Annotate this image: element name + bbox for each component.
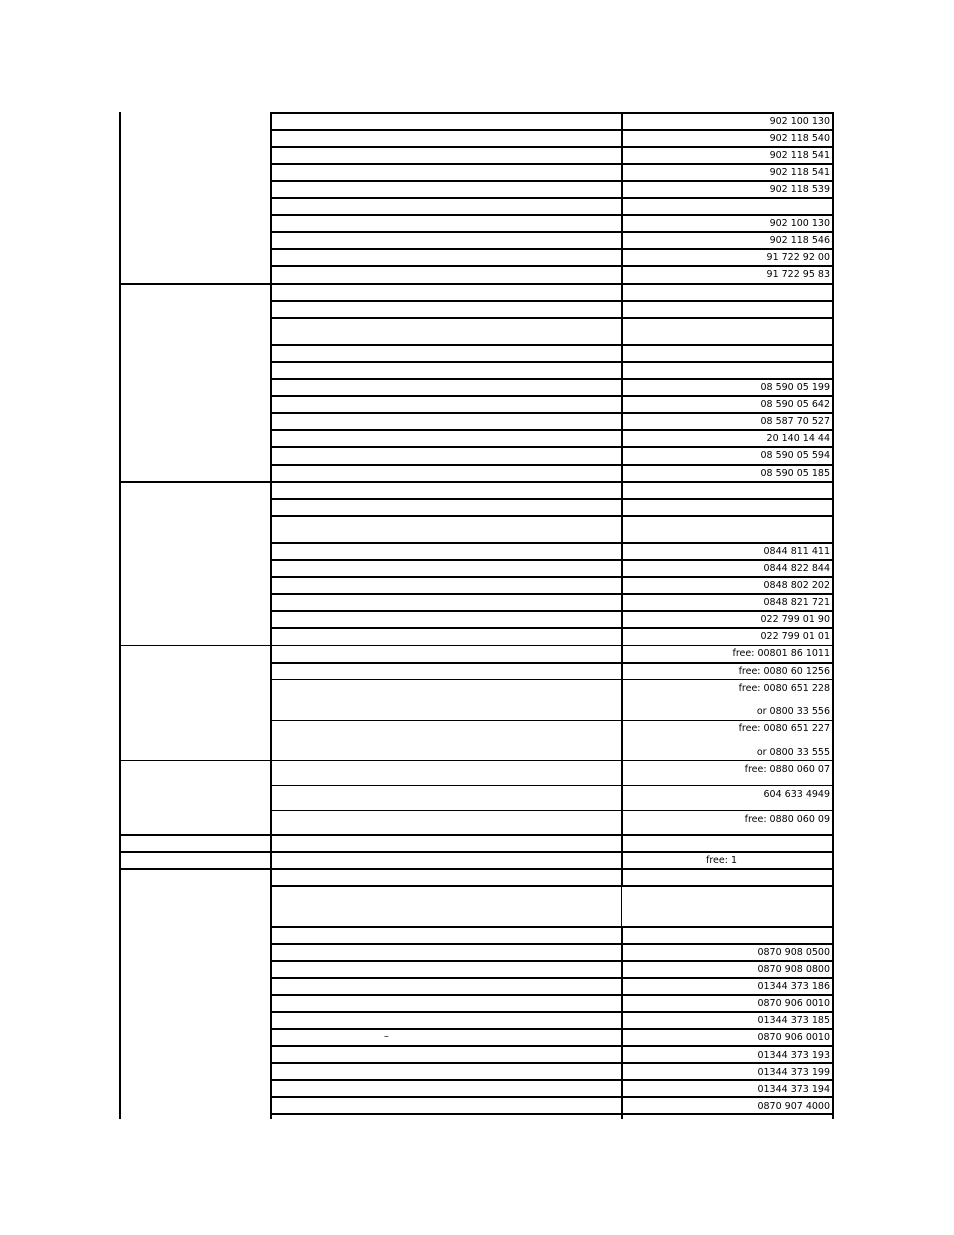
phone-number: free: 0080 60 1256 [738,666,830,677]
phone-number: 604 633 4949 [763,789,830,800]
group-border [119,868,834,870]
row-border [270,498,834,500]
row-border [270,1028,834,1030]
phone-number: 08 590 05 199 [760,382,830,393]
row-border [270,180,834,182]
phone-number: free: 0880 060 07 [744,764,830,775]
phone-number: 01344 373 199 [757,1067,830,1078]
column-border-number [621,112,623,1119]
phone-number: 0844 822 844 [763,563,830,574]
row-border [270,361,834,363]
phone-number: 08 590 05 642 [760,399,830,410]
row-border [270,378,834,380]
phone-number: 902 100 130 [769,218,830,229]
row-border [270,885,834,887]
phone-number: 08 590 05 594 [760,450,830,461]
phone-number: 022 799 01 90 [760,614,830,625]
phone-number: 01344 373 185 [757,1015,830,1026]
phone-number: free: 0080 651 228 [738,683,830,694]
row-border [270,464,834,466]
phone-number: 0844 811 411 [763,546,830,557]
phone-number: 902 118 541 [769,150,830,161]
row-border [270,429,834,431]
row-border [270,960,834,962]
row-border [270,146,834,148]
row-border [270,231,834,233]
group-border [119,645,834,646]
row-border [270,1079,834,1081]
row-border [270,1113,834,1115]
row-border [270,248,834,250]
row-border [270,395,834,397]
phone-number: 022 799 01 01 [760,631,830,642]
column-border-country [270,112,272,1119]
phone-number: 0870 908 0500 [757,947,830,958]
column-border-right [832,112,834,1119]
phone-number: 01344 373 194 [757,1084,830,1095]
phone-number: 01344 373 193 [757,1050,830,1061]
phone-number: 902 118 539 [769,184,830,195]
row-border [270,679,834,680]
row-border [270,610,834,612]
phone-number: free: 1 [706,855,737,866]
row-border [270,317,834,319]
phone-number: 08 587 70 527 [760,416,830,427]
phone-number: free: 0080 651 227 [738,723,830,734]
row-border [270,810,834,811]
row-border [270,112,834,114]
row-border [270,412,834,414]
row-border [270,163,834,165]
phone-number: 91 722 92 00 [766,252,830,263]
group-border [119,760,834,761]
phone-number: 902 118 540 [769,133,830,144]
row-border [270,446,834,448]
row-border [270,576,834,578]
phone-number: or 0800 33 556 [756,706,830,717]
row-border [270,265,834,267]
row-border [270,542,834,544]
group-border [119,851,834,853]
phone-number: 0870 908 0800 [757,964,830,975]
row-border [270,559,834,561]
phone-number: 01344 373 186 [757,981,830,992]
row-border [270,627,834,629]
row-border [270,785,834,786]
phone-number: or 0800 33 555 [756,747,830,758]
phone-number: 0870 907 4000 [757,1101,830,1112]
phone-number: 0848 802 202 [763,580,830,591]
column-border-left [119,112,121,1119]
phone-number: 0870 906 0010 [757,1032,830,1043]
row-border [270,129,834,131]
group-border [119,834,834,836]
row-border [270,515,834,517]
phone-number: 902 100 130 [769,116,830,127]
phone-number: 91 722 95 83 [766,269,830,280]
merged-cell-mask [622,886,832,927]
phone-number: 08 590 05 185 [760,468,830,479]
row-border [270,300,834,302]
phone-number: free: 00801 86 1011 [732,648,830,659]
phone-number: 0848 821 721 [763,597,830,608]
phone-number: 0870 906 0010 [757,998,830,1009]
row-border [270,1096,834,1098]
row-border [270,662,834,664]
row-border [270,214,834,216]
row-border [270,593,834,595]
row-border [270,720,834,721]
phone-number: free: 0880 060 09 [744,814,830,825]
row-border [270,994,834,996]
group-border [119,283,834,285]
row-border [270,926,834,928]
group-border [119,481,834,483]
row-border [270,344,834,346]
row-border [270,1045,834,1047]
phone-number: 902 118 546 [769,235,830,246]
row-border [270,197,834,199]
row-border [270,1062,834,1064]
phone-number: 20 140 14 44 [766,433,830,444]
dash-mark: – [384,1031,389,1042]
row-border [270,977,834,979]
phone-number: 902 118 541 [769,167,830,178]
row-border [270,1011,834,1013]
row-border [270,943,834,945]
